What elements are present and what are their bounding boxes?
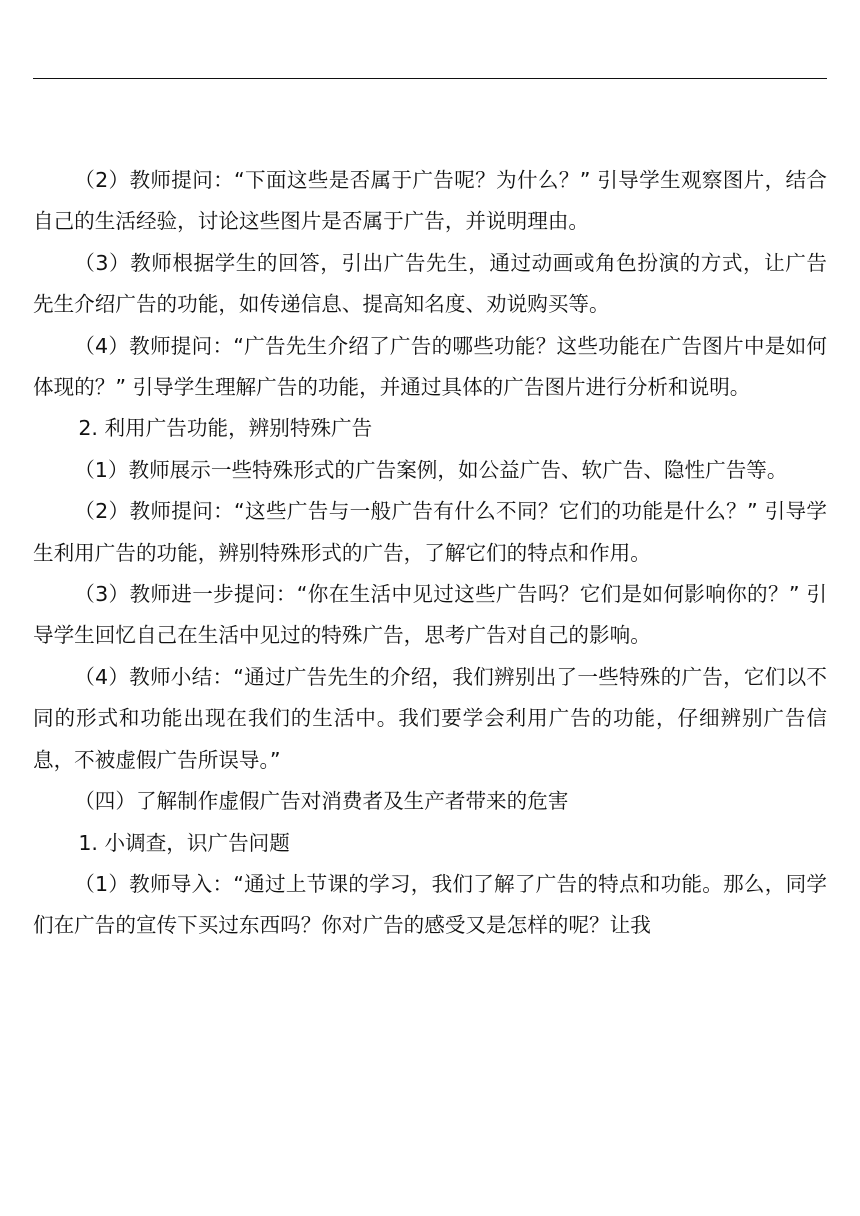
document-body bbox=[33, 160, 827, 947]
paragraph-teacher-summary: （4）教师小结：“通过广告先生的介绍，我们辨别出了一些特殊的广告，它们以不同的形式和功能出现在我们的生活中。我们要学会利用广告的功能，仔细辨别广告信息，不被虚假广告所误导。” bbox=[33, 664, 827, 772]
section-heading-special-ads: 2. 利用广告功能，辨别特殊广告 bbox=[78, 416, 373, 441]
section-heading-survey: 1. 小调查，识广告问题 bbox=[78, 830, 290, 855]
paragraph-teacher-intro: （1）教师导入：“通过上节课的学习，我们了解了广告的特点和功能。那么，同学们在广告的宣传下买过东西吗？你对广告的感受又是怎样的呢？让我 bbox=[33, 871, 827, 938]
section-heading-false-ads: （四）了解制作虚假广告对消费者及生产者带来的危害 bbox=[74, 789, 569, 814]
paragraph-special-ad-question: （2）教师提问：“这些广告与一般广告有什么不同？它们的功能是什么？” 引导学生利用广告的功能，辨别特殊形式的广告，了解它们的特点和作用。 bbox=[33, 499, 827, 565]
paragraph-q3-ad-mister: （3）教师根据学生的回答，引出广告先生，通过动画或角色扮演的方式，让广告先生介绍广告的功能，如传递信息、提高知名度、劝说购买等。 bbox=[33, 250, 827, 317]
paragraph-q2-ad-identification: （2）教师提问：“下面这些是否属于广告呢？为什么？” 引导学生观察图片，结合自己的生活经验，讨论这些图片是否属于广告，并说明理由。 bbox=[33, 168, 827, 234]
paragraph-ad-influence-question: （3）教师进一步提问：“你在生活中见过这些广告吗？它们是如何影响你的？” 引导学生回忆自己在生活中见过的特殊广告，思考广告对自己的影响。 bbox=[33, 582, 827, 648]
paragraph-special-ad-cases: （1）教师展示一些特殊形式的广告案例，如公益广告、软广告、隐性广告等。 bbox=[74, 457, 788, 482]
header-rule bbox=[33, 78, 827, 79]
paragraph-q4-ad-functions: （4）教师提问：“广告先生介绍了广告的哪些功能？这些功能在广告图片中是如何体现的？” 引导学生理解广告的功能，并通过具体的广告图片进行分析和说明。 bbox=[33, 333, 827, 400]
